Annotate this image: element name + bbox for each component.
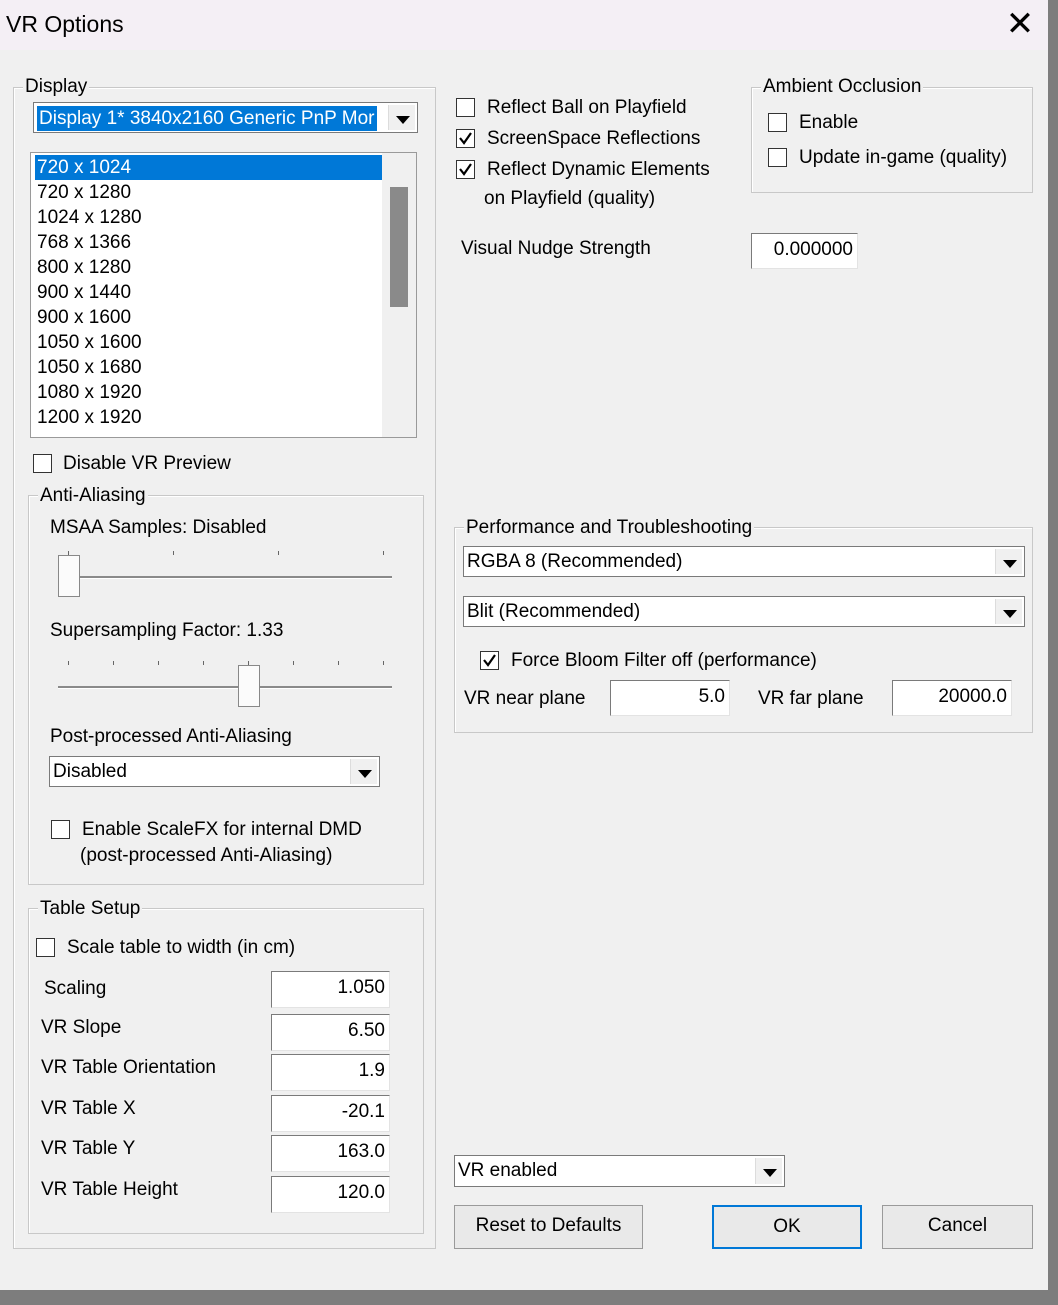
screenspace-reflections-label: ScreenSpace Reflections <box>487 128 701 149</box>
ok-button[interactable]: OK <box>712 1205 862 1249</box>
display-selected-value: Display 1* 3840x2160 Generic PnP Mor <box>39 108 375 129</box>
msaa-label: MSAA Samples: Disabled <box>50 517 267 538</box>
slider-tick <box>68 551 69 555</box>
checkmark-icon <box>458 131 473 146</box>
chevron-down-icon[interactable] <box>995 549 1022 574</box>
chevron-down-icon[interactable] <box>755 1158 782 1184</box>
disable-vr-preview-checkbox[interactable] <box>33 454 52 473</box>
msaa-slider[interactable] <box>50 545 400 605</box>
slider-tick <box>113 661 114 665</box>
reset-defaults-button[interactable]: Reset to Defaults <box>454 1205 643 1249</box>
vr-mode-select[interactable] <box>454 1155 785 1187</box>
ao-enable-checkbox[interactable] <box>768 113 787 132</box>
slider-tick <box>338 661 339 665</box>
slider-tick <box>248 661 249 665</box>
resolution-list-item[interactable]: 768 x 1366 <box>37 232 132 253</box>
window-title: VR Options <box>6 11 124 37</box>
pp-aa-label: Post-processed Anti-Aliasing <box>50 726 292 747</box>
table-field-label: Scaling <box>44 978 107 999</box>
slider-tick <box>158 661 159 665</box>
chevron-down-icon[interactable] <box>388 105 415 130</box>
supersampling-label: Supersampling Factor: 1.33 <box>50 620 284 641</box>
force-bloom-off-checkbox[interactable] <box>480 651 499 670</box>
display-select[interactable] <box>33 102 418 133</box>
ambient-occlusion-group <box>751 87 1033 193</box>
table-field-input[interactable]: 120.0 <box>271 1176 390 1213</box>
msaa-slider-track <box>58 576 392 579</box>
checkmark-icon <box>458 162 473 177</box>
vr-near-plane-input[interactable]: 5.0 <box>610 680 730 716</box>
ao-enable-label: Enable <box>799 112 859 133</box>
slider-tick <box>278 551 279 555</box>
vr-mode-value: VR enabled <box>458 1160 558 1181</box>
texture-format-select[interactable] <box>463 546 1025 577</box>
table-field-input[interactable]: -20.1 <box>271 1095 390 1132</box>
supersampling-slider-thumb[interactable] <box>238 665 260 707</box>
performance-legend: Performance and Troubleshooting <box>466 517 753 538</box>
table-field-input[interactable]: 6.50 <box>271 1014 390 1051</box>
scale-table-width-label: Scale table to width (in cm) <box>67 937 296 958</box>
texture-format-value: RGBA 8 (Recommended) <box>467 551 683 572</box>
resolution-list-item[interactable]: 1050 x 1680 <box>37 357 142 378</box>
reflect-ball-checkbox[interactable] <box>456 98 475 117</box>
table-field-input[interactable]: 163.0 <box>271 1135 390 1172</box>
screenspace-reflections-checkbox[interactable] <box>456 129 475 148</box>
table-field-input[interactable]: 1.050 <box>271 971 390 1008</box>
reflect-ball-label: Reflect Ball on Playfield <box>487 97 687 118</box>
table-field-label: VR Table Orientation <box>41 1057 216 1078</box>
resolution-list-item[interactable]: 900 x 1600 <box>37 307 132 328</box>
reflect-dynamic-label-line1: Reflect Dynamic Elements <box>487 159 710 180</box>
scrollbar-thumb[interactable] <box>390 187 408 307</box>
resolution-list-item[interactable]: 1024 x 1280 <box>37 207 142 228</box>
force-bloom-off-label: Force Bloom Filter off (performance) <box>511 650 817 671</box>
scalefx-label-line1: Enable ScaleFX for internal DMD <box>82 819 362 840</box>
ambient-occlusion-legend: Ambient Occlusion <box>763 76 922 97</box>
pp-aa-select[interactable] <box>49 756 380 787</box>
title-bar <box>0 0 1048 50</box>
table-field-label: VR Table Y <box>41 1138 136 1159</box>
resolution-list-item[interactable]: 1200 x 1920 <box>37 407 142 428</box>
scalefx-checkbox[interactable] <box>51 820 70 839</box>
msaa-slider-thumb[interactable] <box>58 555 80 597</box>
table-field-label: VR Table X <box>41 1098 136 1119</box>
checkmark-icon <box>482 653 497 668</box>
slider-tick <box>173 551 174 555</box>
resolution-list-item[interactable]: 1050 x 1600 <box>37 332 142 353</box>
disable-vr-preview-label: Disable VR Preview <box>63 453 231 474</box>
resolution-list-item[interactable]: 900 x 1440 <box>37 282 132 303</box>
resolution-list-item[interactable]: 720 x 1280 <box>37 182 132 203</box>
anti-aliasing-legend: Anti-Aliasing <box>40 485 146 506</box>
resolution-list-scrollbar[interactable] <box>382 153 416 437</box>
resolution-list-item[interactable]: 720 x 1024 <box>35 155 382 180</box>
reflect-dynamic-label-line2: on Playfield (quality) <box>484 188 656 209</box>
ao-update-checkbox[interactable] <box>768 148 787 167</box>
slider-tick <box>383 661 384 665</box>
resolution-list-item[interactable]: 800 x 1280 <box>37 257 132 278</box>
scale-table-width-checkbox[interactable] <box>36 938 55 957</box>
chevron-down-icon[interactable] <box>350 759 377 784</box>
resolution-list-item[interactable]: 1080 x 1920 <box>37 382 142 403</box>
blit-select[interactable] <box>463 596 1025 627</box>
scalefx-label-line2: (post-processed Anti-Aliasing) <box>80 845 333 866</box>
slider-tick <box>203 661 204 665</box>
table-field-label: VR Slope <box>41 1017 122 1038</box>
visual-nudge-label: Visual Nudge Strength <box>461 238 651 259</box>
slider-tick <box>293 661 294 665</box>
display-legend: Display <box>25 76 88 97</box>
table-field-input[interactable]: 1.9 <box>271 1054 390 1091</box>
reflect-dynamic-checkbox[interactable] <box>456 160 475 179</box>
table-field-label: VR Table Height <box>41 1179 178 1200</box>
resolution-list[interactable] <box>30 152 417 438</box>
vr-far-plane-label: VR far plane <box>758 688 864 709</box>
table-setup-legend: Table Setup <box>40 898 141 919</box>
blit-value: Blit (Recommended) <box>467 601 641 622</box>
slider-tick <box>383 551 384 555</box>
ao-update-label: Update in-game (quality) <box>799 147 1008 168</box>
visual-nudge-input[interactable]: 0.000000 <box>751 233 858 269</box>
pp-aa-value: Disabled <box>53 761 127 782</box>
supersampling-slider[interactable] <box>50 655 400 715</box>
vr-near-plane-label: VR near plane <box>464 688 586 709</box>
close-icon[interactable]: ✕ <box>1005 5 1035 43</box>
supersampling-slider-track <box>58 686 392 689</box>
slider-tick <box>68 661 69 665</box>
cancel-button[interactable]: Cancel <box>882 1205 1033 1249</box>
chevron-down-icon[interactable] <box>995 599 1022 624</box>
vr-far-plane-input[interactable]: 20000.0 <box>892 680 1012 716</box>
